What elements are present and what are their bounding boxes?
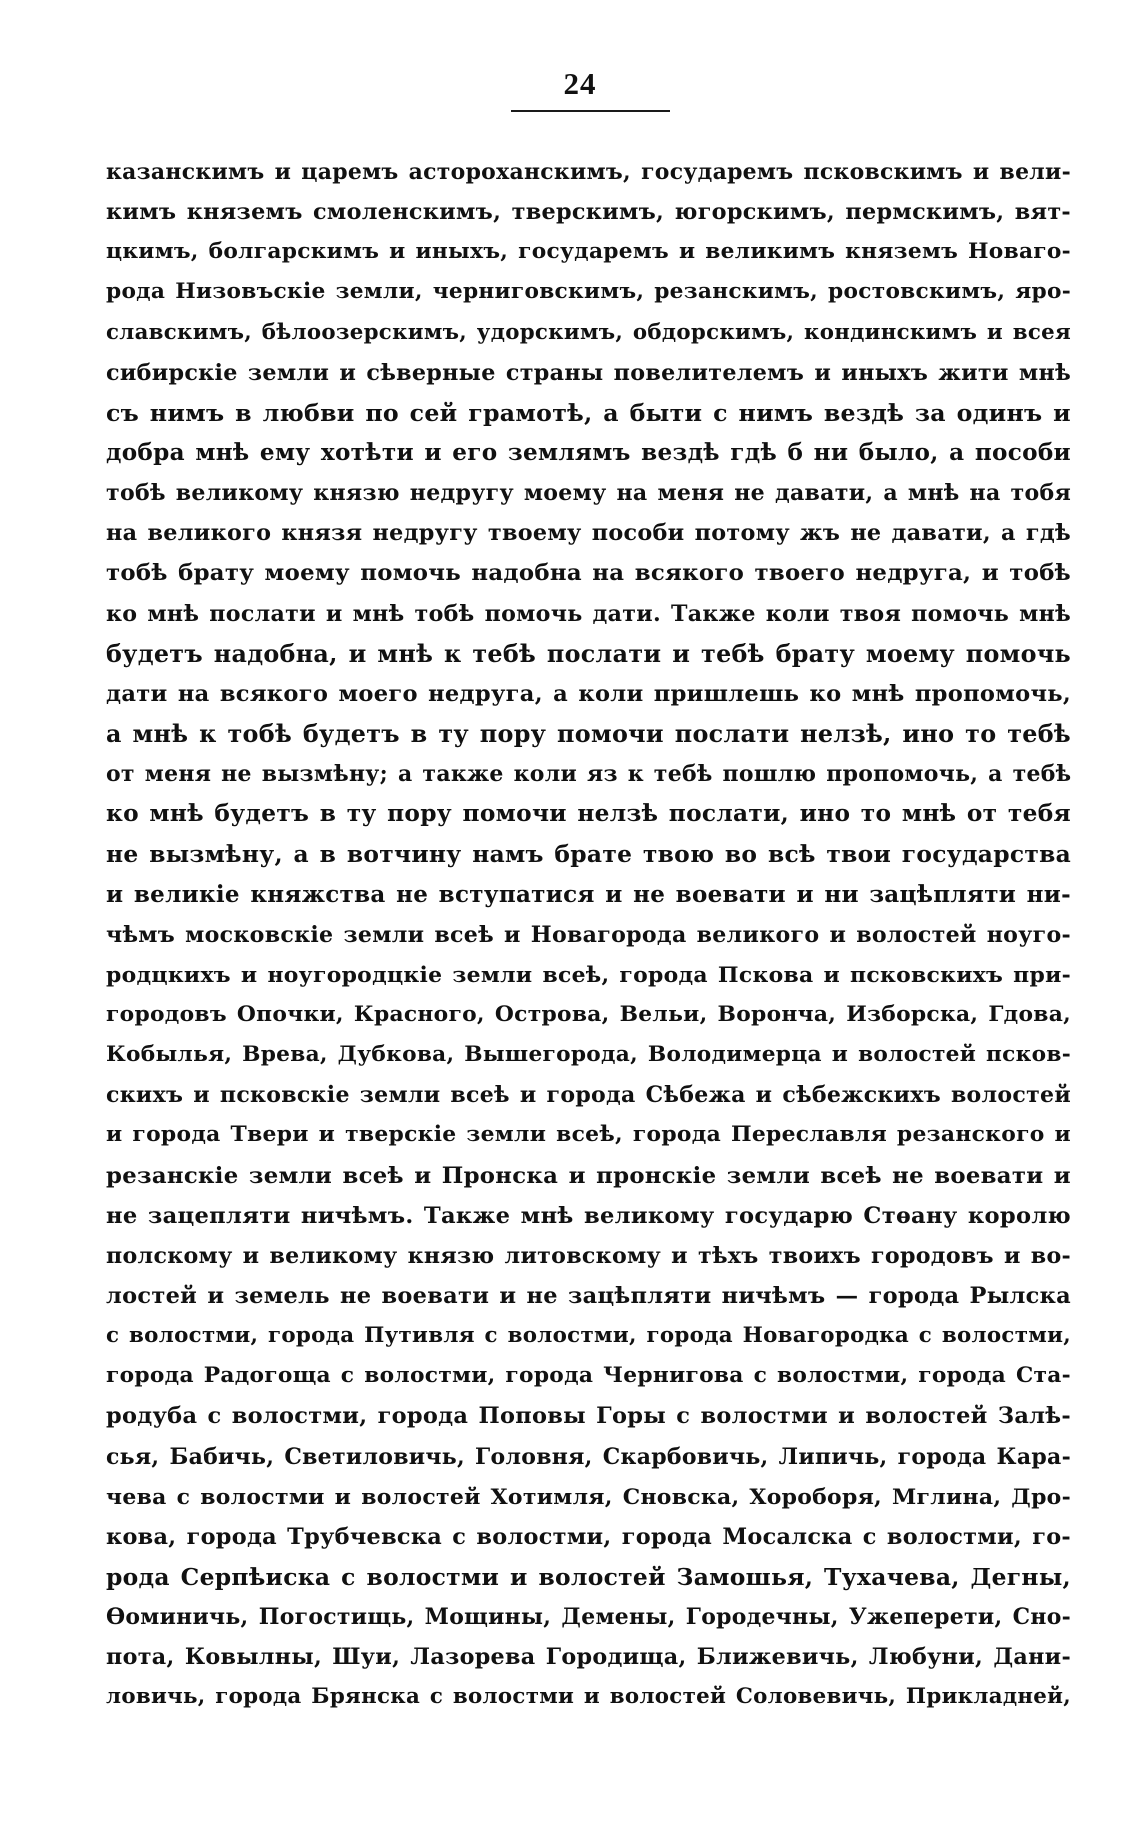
text-line: добра мнѣ ему хотѣти и его землямъ вездѣ гдѣ б ни было, а пособи: [106, 438, 1071, 466]
page-number: 24: [563, 66, 597, 101]
text-line: города Радогоща с волостми, города Чернигова с волостми, города Ста-: [106, 1363, 1071, 1389]
text-line: ко мнѣ будетъ в ту пору помочи нелзѣ послати, ино то мнѣ от тебя: [106, 800, 1071, 828]
text-line: казанскимъ и царемъ астороханскимъ, государемъ псковскимъ и вели-: [106, 159, 1071, 185]
text-line: ловичь, города Брянска с волостми и волостей Соловевичь, Прикладней,: [106, 1684, 1071, 1710]
text-line: не вызмѣну, а в вотчину намъ брате твою во всѣ твои государства: [106, 840, 1071, 869]
text-line: Ѳоминичь, Погостищь, Мощины, Демены, Городечны, Ужеперети, Сно-: [106, 1604, 1071, 1631]
text-line: городовъ Опочки, Красного, Острова, Вельи, Воронча, Изборска, Гдова,: [106, 1001, 1071, 1027]
text-line: и города Твери и тверскіе земли всеѣ, города Переславля резанского и: [106, 1122, 1071, 1148]
text-line: скихъ и псковскіе земли всеѣ и города Сѣбежа и сѣбежскихъ волостей: [106, 1082, 1071, 1109]
text-line: с волостми, города Путивля с волостми, города Новагородка с волостми,: [106, 1323, 1071, 1349]
text-line: а мнѣ к тобѣ будетъ в ту пору помочи послати нелзѣ, ино то тебѣ: [106, 719, 1071, 748]
text-line: славскимъ, бѣлоозерскимъ, удорскимъ, обдорскимъ, кондинскимъ и всея: [106, 319, 1071, 345]
text-line: не зацепляти ничѣмъ. Также мнѣ великому государю Стѳану королю: [106, 1202, 1071, 1229]
text-line: кимъ княземъ смоленскимъ, тверскимъ, югорскимъ, пермскимъ, вят-: [106, 199, 1071, 226]
text-line: чѣмъ московскіе земли всеѣ и Новагорода великого и волостей ноуго-: [106, 921, 1071, 948]
text-line: родцкихъ и ноугородцкіе земли всеѣ, города Пскова и псковскихъ при-: [106, 961, 1071, 988]
text-line: сибирскіе земли и сѣверные страны повелителемъ и иныхъ жити мнѣ: [106, 359, 1071, 386]
text-line: Кобылья, Врева, Дубкова, Вышегорода, Володимерца и волостей псков-: [106, 1042, 1071, 1068]
text-line: полскому и великому князю литовскому и тѣхъ твоихъ городовъ и во-: [106, 1242, 1071, 1269]
page-header: [0, 66, 1140, 102]
text-line: пота, Ковылны, Шуи, Лазорева Городища, Ближевичь, Любуни, Дани-: [106, 1644, 1071, 1671]
text-line: лостей и земель не воевати и не зацѣпляти ничѣмъ — города Рылска: [106, 1282, 1071, 1309]
text-line: будетъ надобна, и мнѣ к тебѣ послати и тебѣ брату моему помочь: [106, 639, 1071, 668]
text-line: чева с волостми и волостей Хотимля, Сновска, Хороборя, Мглина, Дро-: [106, 1483, 1071, 1510]
text-line: резанскіе земли всеѣ и Пронска и пронскіе земли всеѣ не воевати и: [106, 1162, 1071, 1189]
text-line: и великіе княжства не вступатися и не воевати и ни зацѣпляти ни-: [106, 880, 1071, 908]
text-line: рода Низовъскіе земли, черниговскимъ, резанскимъ, ростовскимъ, яро-: [106, 279, 1071, 305]
text-line: съ нимъ в любви по сей грамотѣ, а быти с нимъ вездѣ за одинъ и: [106, 398, 1071, 427]
text-line: рода Серпѣиска с волостми и волостей Замошья, Тухачева, Дегны,: [106, 1562, 1071, 1591]
text-line: цкимъ, болгарскимъ и иныхъ, государемъ и великимъ княземъ Новаго-: [106, 239, 1071, 265]
text-line: тобѣ великому князю недругу моему на меня не давати, а мнѣ на тобя: [106, 480, 1072, 507]
text-line: ко мнѣ послати и мнѣ тобѣ помочь дати. Также коли твоя помочь мнѣ: [106, 600, 1071, 627]
header-rule: [511, 110, 670, 112]
text-line: на великого князя недругу твоему пособи потому жъ не давати, а гдѣ: [106, 520, 1071, 547]
text-line: сья, Бабичь, Светиловичь, Головня, Скарбовичь, Липичь, города Кара-: [106, 1443, 1071, 1470]
text-line: кова, города Трубчевска с волостми, города Мосалска с волостми, го-: [106, 1523, 1071, 1550]
text-line: от меня не вызмѣну; а также коли яз к тебѣ пошлю пропомочь, а тебѣ: [106, 761, 1072, 788]
text-line: дати на всякого моего недруга, а коли пришлешь ко мнѣ пропомочь,: [106, 680, 1071, 707]
text-line: родуба с волостми, города Поповы Горы с волостми и волостей Залѣ-: [106, 1403, 1071, 1430]
body-text: [106, 152, 1071, 1717]
text-line: тобѣ брату моему помочь надобна на всякого твоего недруга, и тобѣ: [106, 560, 1071, 587]
